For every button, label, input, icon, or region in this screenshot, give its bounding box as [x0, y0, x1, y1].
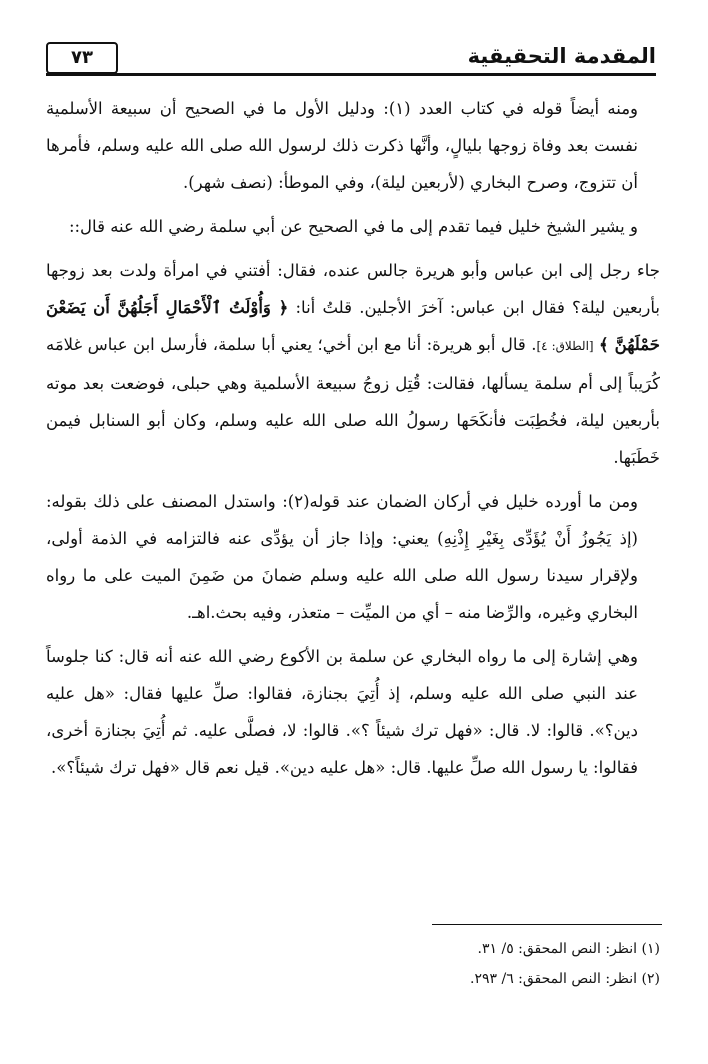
- footnotes: [60, 934, 660, 994]
- paragraph-2: و يشير الشيخ خليل فيما تقدم إلى ما في الصحيح عن أبي سلمة رضي الله عنه قال::: [68, 217, 638, 236]
- main-text: [46, 90, 660, 793]
- paragraph-3: [46, 252, 660, 476]
- footnote-1: (١) انظر: النص المحقق: ٥/ ٣١.: [477, 941, 660, 957]
- paragraph-5: وهي إشارة إلى ما رواه البخاري عن سلمة بن الأكوع رضي الله عنه أنه قال: كنا جلوساً عند النبي صلى الله عليه وسلم، إذ أُتِيَ بجنازة، فقالوا: صلِّ عليها فقال: «هل عليه دين؟». قالوا: لا. قال: «فهل ترك شيئاً ؟». قالوا: لا، فصلَّى عليه. ثم أُتِيَ بجنازة أخرى، فقالوا: يا رسول الله صلِّ عليها. قال: «هل عليه دين». قيل نعم قال «فهل ترك شيئاً؟».: [46, 647, 638, 777]
- quran-reference: [الطلاق: ٤]: [536, 339, 594, 353]
- footnote-2: (٢) انظر: النص المحقق: ٦/ ٢٩٣.: [470, 971, 660, 987]
- page-header: [46, 40, 656, 76]
- paragraph-1: ومنه أيضاً قوله في كتاب العدد (١): ودليل الأول ما في الصحيح أن سبيعة الأسلمية نفست بعد وفاة زوجها بليالٍ، وأنَّها ذكرت ذلك لرسول الله صلى الله عليه وسلم، فأمرها أن تتزوج، وصرح البخاري (لأربعين ليلة)، وفي الموطأ: (نصف شهر).: [46, 99, 639, 192]
- page-number: ٧٣: [46, 42, 118, 74]
- running-title: المقدمة التحقيقية: [467, 44, 656, 68]
- paragraph-3-text-after: . قال أبو هريرة: أنا مع ابن أخي؛ يعني أبا سلمة، فأرسل ابن عباس غلامَه كُرَيباً إلى أم سلمة يسألها، فقالت: قُتِل زوجُ سبيعة الأسلمية وهي حبلى، فوضعت بعد موته بأربعين ليلة، فخُطِبَت فأنكَحَها رسولُ الله صلى الله عليه وسلم، وكان أبو السنابل فيمن خَطَبَها.: [46, 335, 660, 467]
- paragraph-3-text-before: جاء رجل إلى ابن عباس وأبو هريرة جالس عنده، فقال: أفتني في امرأة ولدت بعد زوجها بأربعين ليلة؟ فقال ابن عباس: آخرَ الأجلين. قلتُ أنا:: [46, 261, 660, 317]
- header-rule: [46, 73, 656, 76]
- footnote-separator: [432, 924, 662, 925]
- paragraph-4: ومن ما أورده خليل في أركان الضمان عند قوله(٢): واستدل المصنف على ذلك بقوله: (إذ يَجُوزُ أَنْ يُؤَدِّى بِغَيْرِ إِذْنِهِ) يعني: وإذا جاز أن يؤدِّى عنه فالتزامه في الذمة أولى، ولإقرار سيدنا رسول الله صلى الله عليه وسلم ضمانَ من ضَمِنَ الميت على ما رواه البخاري وغيره، والرِّضا منه – أي من الميِّت – متعذر، وفيه بحث.اهـ.: [46, 492, 638, 622]
- quran-verse: ﴿ وَأُوْلَتُ ٱلْأَحْمَالِ أَجَلُهُنَّ أَن يَضَعْنَ حَمْلَهُنَّ ﴾: [46, 298, 661, 354]
